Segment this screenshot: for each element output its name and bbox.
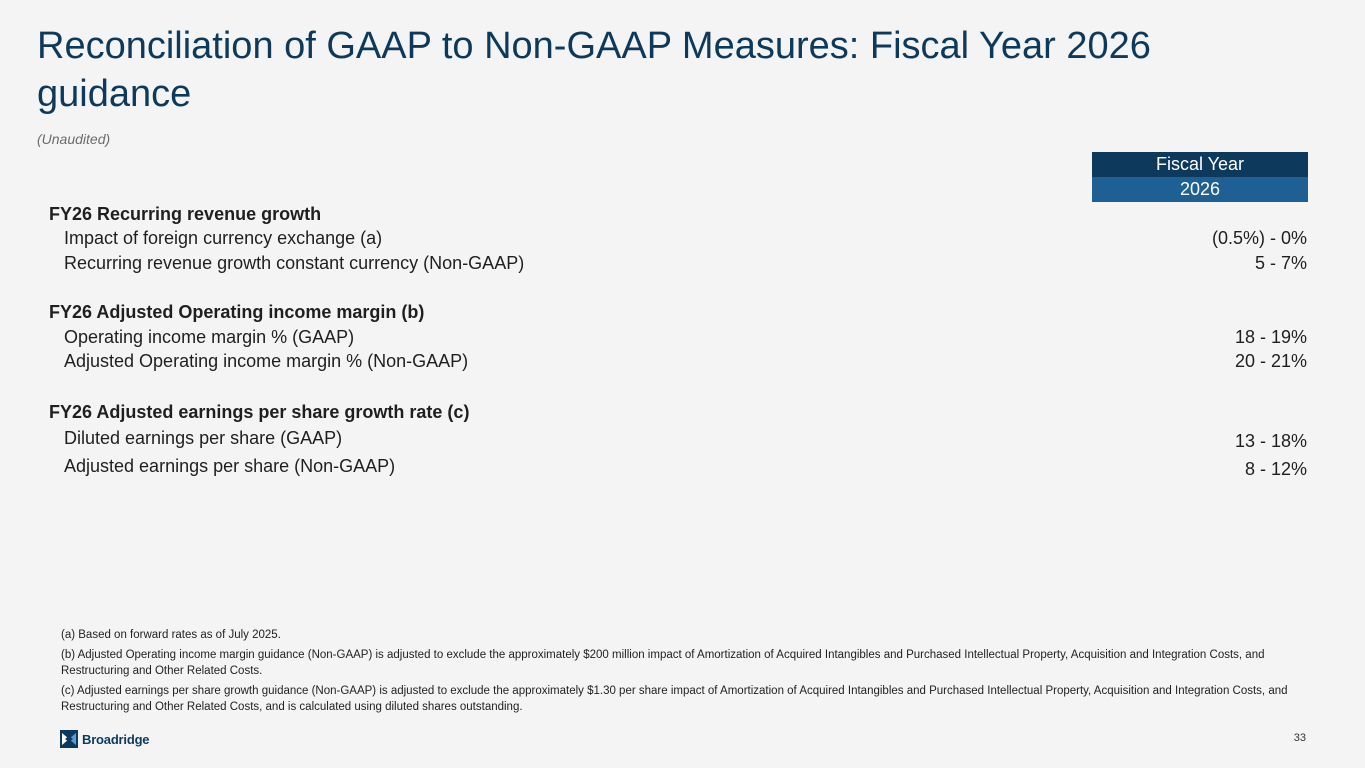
column-header-year: 2026 (1092, 177, 1308, 202)
row-value: (0.5%) - 0% (1211, 228, 1307, 248)
table-row (0, 251, 1365, 275)
table-row (0, 325, 1365, 349)
table-row (0, 349, 1365, 373)
row-label: Impact of foreign currency exchange (a) (64, 228, 383, 248)
row-value: 20 - 21% (1234, 351, 1307, 371)
table-row (0, 226, 1365, 250)
section-heading: FY26 Recurring revenue growth (49, 204, 322, 224)
row-value: 18 - 19% (1234, 327, 1307, 347)
row-value: 13 - 18% (1234, 431, 1307, 451)
column-header-fiscal-year: Fiscal Year (1092, 152, 1308, 177)
broadridge-logo-icon (60, 730, 78, 748)
row-value: 5 - 7% (1254, 253, 1307, 273)
row-label: Adjusted earnings per share (Non-GAAP) (64, 456, 396, 476)
page-title: Reconciliation of GAAP to Non-GAAP Measures: Fiscal Year 2026 guidance (37, 25, 1151, 115)
row-label: Recurring revenue growth constant currency (Non-GAAP) (64, 253, 525, 273)
broadridge-logo (60, 728, 149, 750)
row-label: Diluted earnings per share (GAAP) (64, 428, 343, 448)
subtitle: (Unaudited) (37, 131, 111, 147)
footnotes (61, 627, 1311, 719)
footnote-a: (a) Based on forward rates as of July 2025. (61, 629, 281, 641)
section-heading-operating-margin (0, 300, 1365, 324)
row-label: Operating income margin % (GAAP) (64, 327, 355, 347)
row-value: 8 - 12% (1244, 459, 1307, 479)
row-label: Adjusted Operating income margin % (Non-GAAP) (64, 351, 469, 371)
page-number: 33 (1293, 732, 1306, 744)
table-row (0, 454, 1365, 478)
section-heading: FY26 Adjusted earnings per share growth rate (c) (49, 402, 470, 422)
section-heading-eps-growth (0, 400, 1365, 424)
logo-text: Broadridge (82, 731, 150, 747)
section-heading: FY26 Adjusted Operating income margin (b) (49, 302, 425, 322)
footnote-c: (c) Adjusted earnings per share growth guidance (Non-GAAP) is adjusted to exclude the approximately $1.30 per share impact of Amortization of Acquired Intangibles and Purchased Intellectual Property, Acquisition and Integration Costs, and Restructuring and Other Related Costs, and is calculated using diluted shares outstanding. (61, 685, 1288, 713)
footnote-b: (b) Adjusted Operating income margin guidance (Non-GAAP) is adjusted to exclude the approximately $200 million impact of Amortization of Acquired Intangibles and Purchased Intellectual Property, Acquisition and Integration Costs, and Restructuring and Other Related Costs. (61, 649, 1265, 677)
table-row (0, 426, 1365, 450)
section-heading-recurring-revenue (0, 202, 1365, 226)
